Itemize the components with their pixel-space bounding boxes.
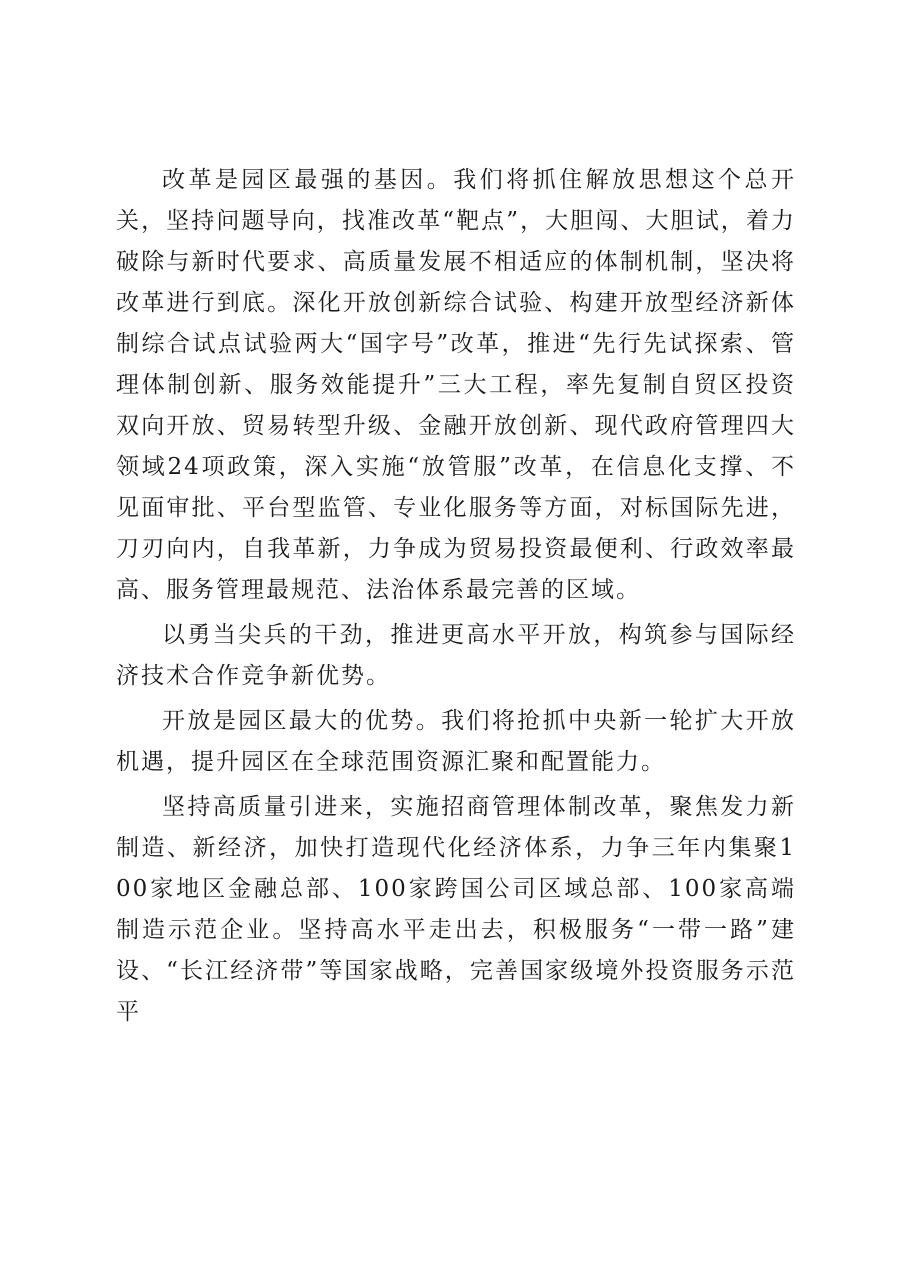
paragraph-opening-heading: 以勇当尖兵的干劲，推进更高水平开放，构筑参与国际经济技术合作竞争新优势。 [116, 622, 796, 689]
paragraph-opening-advantage: 开放是园区最大的优势。我们将抢抓中央新一轮扩大开放机遇，提升园区在全球范围资源汇聚和配置能力。 [116, 708, 796, 775]
paragraph-reform: 改革是园区最强的基因。我们将抓住解放思想这个总开关，坚持问题导向，找准改革“靶点”，大胆闯、大胆试，着力破除与新时代要求、高质量发展不相适应的体制机制，坚决将改革进行到底。深化开放创新综合试验、构建开放型经济新体制综合试点试验两大“国字号”改革，推进“先行先试探索、管理体制创新、服务效能提升”三大工程，率先复制自贸区投资双向开放、贸易转型升级、金融开放创新、现代政府管理四大领域24项政策，深入实施“放管服”改革，在信息化支撑、不见面审批、平台型监管、专业化服务等方面，对标国际先进，刀刃向内，自我革新，力争成为贸易投资最便利、行政效率最高、服务管理最规范、法治体系最完善的区域。 [116, 167, 796, 603]
document-body [116, 160, 796, 1033]
paragraph-investment: 坚持高质量引进来，实施招商管理体制改革，聚焦发力新制造、新经济，加快打造现代化经济体系，力争三年内集聚100家地区金融总部、100家跨国公司区域总部、100家高端制造示范企业。坚持高水平走出去，积极服务“一带一路”建设、“长江经济带”等国家战略，完善国家级境外投资服务示范平 [116, 794, 796, 1025]
